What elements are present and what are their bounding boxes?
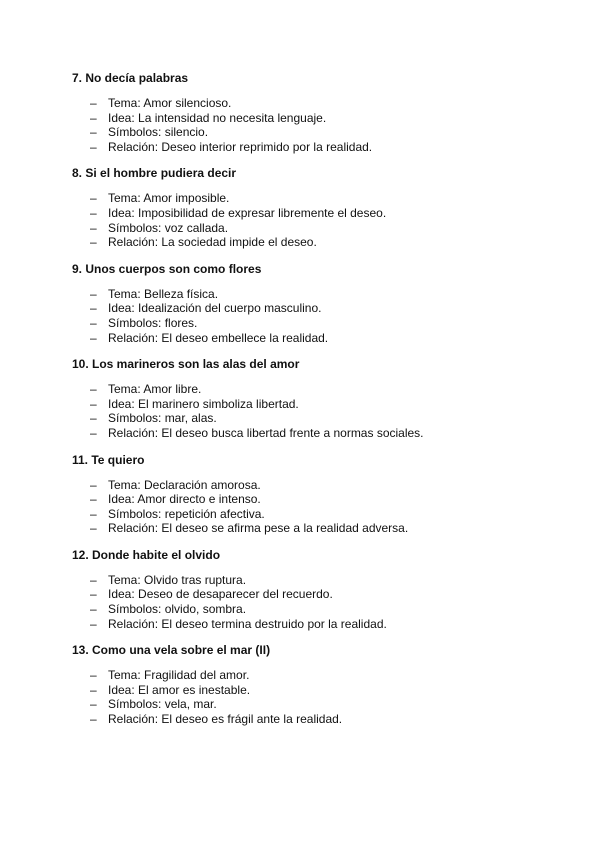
item-list	[72, 573, 542, 631]
item-text: Tema: Amor imposible.	[108, 191, 230, 206]
list-item	[72, 287, 542, 302]
list-item	[72, 697, 542, 712]
bullet-dash: –	[90, 602, 97, 617]
bullet-dash: –	[90, 506, 97, 521]
list-item	[72, 492, 542, 507]
item-text: Idea: Amor directo e intenso.	[108, 492, 261, 507]
bullet-dash: –	[90, 616, 97, 631]
list-item	[72, 382, 542, 397]
list-item	[72, 507, 542, 522]
section-13	[72, 642, 542, 726]
item-list	[72, 478, 542, 536]
bullet-dash: –	[90, 712, 97, 727]
list-item	[72, 426, 542, 441]
list-item	[72, 331, 542, 346]
item-text: Idea: Idealización del cuerpo masculino.	[108, 301, 322, 316]
section-title: 8. Si el hombre pudiera decir	[72, 166, 237, 181]
section-title: 11. Te quiero	[72, 452, 145, 467]
list-item	[72, 478, 542, 493]
list-item	[72, 712, 542, 727]
item-text: Idea: Deseo de desaparecer del recuerdo.	[108, 587, 333, 602]
bullet-dash: –	[90, 125, 97, 140]
item-text: Relación: La sociedad impide el deseo.	[108, 235, 317, 250]
item-text: Tema: Amor libre.	[108, 382, 202, 397]
section-10	[72, 356, 542, 440]
item-text: Tema: Belleza física.	[108, 286, 219, 301]
item-text: Idea: La intensidad no necesita lenguaje.	[108, 110, 327, 125]
item-text: Símbolos: olvido, sombra.	[108, 602, 247, 617]
item-text: Relación: Deseo interior reprimido por la realidad.	[108, 139, 373, 154]
list-item	[72, 411, 542, 426]
section-11	[72, 452, 542, 536]
item-list	[72, 382, 542, 440]
list-item	[72, 96, 542, 111]
section-7	[72, 70, 542, 154]
item-text: Símbolos: vela, mar.	[108, 697, 217, 712]
bullet-dash: –	[90, 315, 97, 330]
bullet-dash: –	[90, 191, 97, 206]
section-8	[72, 165, 542, 249]
bullet-dash: –	[90, 139, 97, 154]
item-text: Símbolos: mar, alas.	[108, 411, 217, 426]
item-text: Relación: El deseo embellece la realidad.	[108, 330, 329, 345]
section-title: 9. Unos cuerpos son como flores	[72, 261, 262, 276]
bullet-dash: –	[90, 382, 97, 397]
section-12	[72, 547, 542, 631]
bullet-dash: –	[90, 682, 97, 697]
item-list	[72, 96, 542, 154]
item-text: Relación: El deseo se afirma pese a la realidad adversa.	[108, 521, 409, 536]
bullet-dash: –	[90, 301, 97, 316]
bullet-dash: –	[90, 330, 97, 345]
bullet-dash: –	[90, 521, 97, 536]
section-9	[72, 261, 542, 345]
section-title: 7. No decía palabras	[72, 71, 189, 85]
list-item	[72, 602, 542, 617]
section-title: 10. Los marineros son las alas del amor	[72, 357, 300, 372]
item-text: Idea: El amor es inestable.	[108, 682, 251, 697]
bullet-dash: –	[90, 572, 97, 587]
bullet-dash: –	[90, 411, 97, 426]
section-title: 12. Donde habite el olvido	[72, 547, 221, 562]
list-item	[72, 397, 542, 412]
bullet-dash: –	[90, 220, 97, 235]
bullet-dash: –	[90, 286, 97, 301]
item-text: Relación: El deseo es frágil ante la realidad.	[108, 712, 343, 727]
list-item	[72, 301, 542, 316]
bullet-dash: –	[90, 697, 97, 712]
list-item	[72, 125, 542, 140]
item-text: Tema: Amor silencioso.	[108, 96, 232, 110]
document-content	[72, 70, 542, 738]
list-item	[72, 221, 542, 236]
list-item	[72, 206, 542, 221]
list-item	[72, 521, 542, 536]
list-item	[72, 111, 542, 126]
list-item	[72, 587, 542, 602]
bullet-dash: –	[90, 205, 97, 220]
bullet-dash: –	[90, 668, 97, 683]
item-text: Relación: El deseo busca libertad frente a normas sociales.	[108, 425, 424, 440]
list-item	[72, 617, 542, 632]
bullet-dash: –	[90, 425, 97, 440]
item-text: Símbolos: silencio.	[108, 125, 209, 140]
item-text: Símbolos: voz callada.	[108, 220, 229, 235]
bullet-dash: –	[90, 110, 97, 125]
item-text: Tema: Declaración amorosa.	[108, 477, 261, 492]
bullet-dash: –	[90, 96, 97, 110]
bullet-dash: –	[90, 477, 97, 492]
item-text: Tema: Olvido tras ruptura.	[108, 572, 247, 587]
list-item	[72, 683, 542, 698]
bullet-dash: –	[90, 235, 97, 250]
item-list	[72, 191, 542, 249]
list-item	[72, 140, 542, 155]
list-item	[72, 573, 542, 588]
bullet-dash: –	[90, 587, 97, 602]
item-text: Tema: Fragilidad del amor.	[108, 668, 250, 683]
bullet-dash: –	[90, 396, 97, 411]
bullet-dash: –	[90, 492, 97, 507]
item-list	[72, 287, 542, 345]
item-text: Símbolos: repetición afectiva.	[108, 506, 265, 521]
item-text: Idea: El marinero simboliza libertad.	[108, 396, 299, 411]
item-text: Idea: Imposibilidad de expresar libremente el deseo.	[108, 205, 387, 220]
list-item	[72, 316, 542, 331]
item-list	[72, 668, 542, 726]
item-text: Relación: El deseo termina destruido por la realidad.	[108, 616, 387, 631]
list-item	[72, 191, 542, 206]
list-item	[72, 235, 542, 250]
section-title: 13. Como una vela sobre el mar (II)	[72, 643, 271, 658]
list-item	[72, 668, 542, 683]
item-text: Símbolos: flores.	[108, 315, 198, 330]
